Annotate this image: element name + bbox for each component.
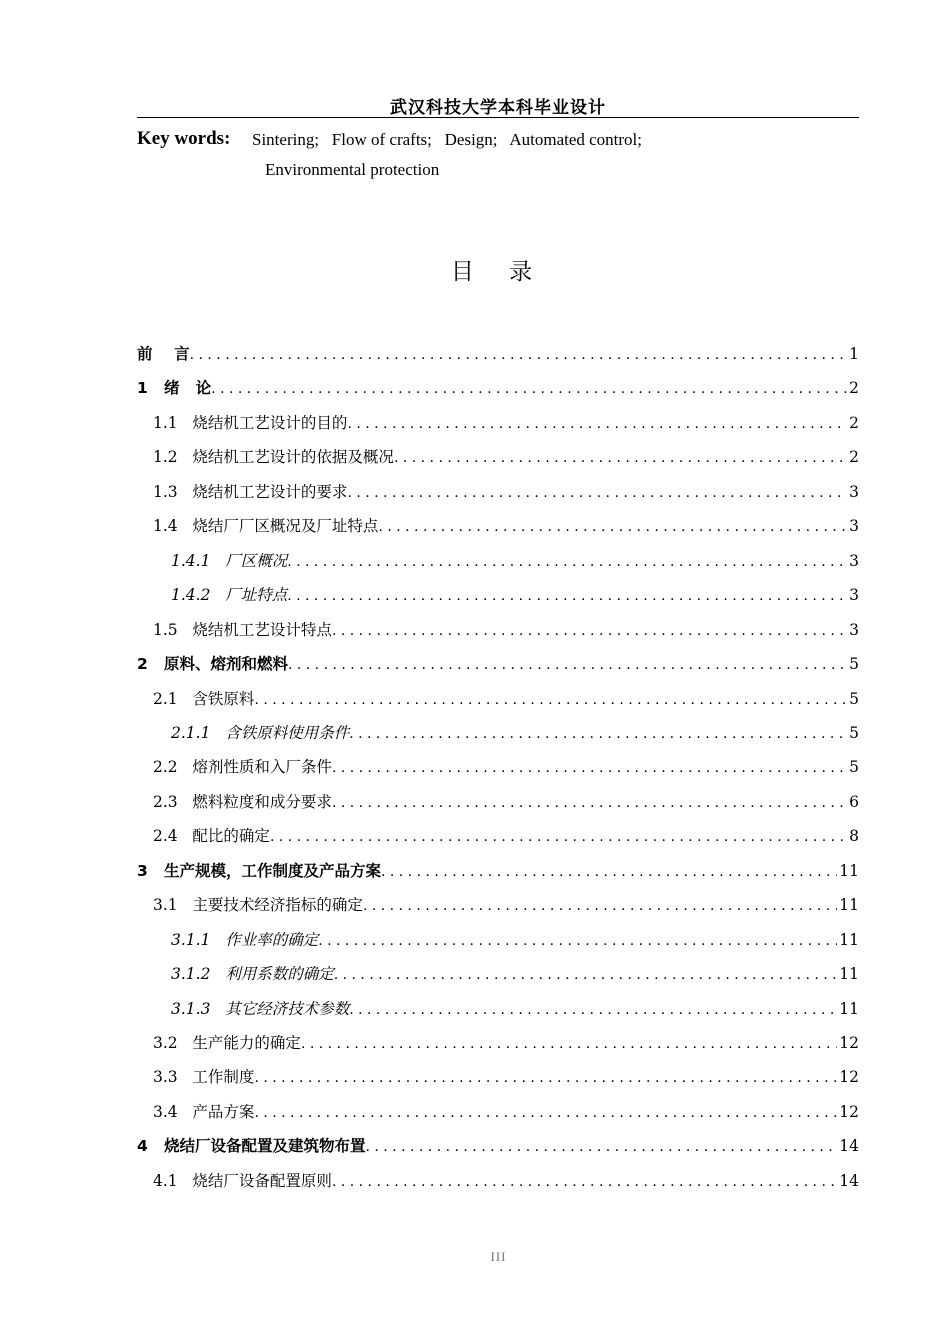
toc-dot-leader <box>347 407 847 441</box>
toc-entry[interactable] <box>153 888 859 922</box>
toc-entry[interactable] <box>153 1095 859 1129</box>
toc-entry-title: 3.1.1 作业率的确定 <box>171 930 319 949</box>
toc-entry[interactable] <box>137 371 859 405</box>
toc-entry[interactable] <box>171 578 859 612</box>
toc-entry-page: 11 <box>839 999 859 1018</box>
toc-entry[interactable] <box>153 406 859 440</box>
toc-entry-title: 1 绪 论 <box>137 379 212 398</box>
toc-dot-leader <box>287 579 847 613</box>
toc-entry-page: 3 <box>849 620 859 639</box>
toc-dot-leader <box>254 683 847 717</box>
toc-entry-page: 11 <box>839 930 859 949</box>
toc-entry-title: 1.4.2 厂址特点 <box>171 586 288 605</box>
toc-entry-page: 12 <box>839 1102 859 1121</box>
toc-dot-leader <box>287 545 847 579</box>
toc-entry[interactable] <box>171 957 859 991</box>
toc-entry[interactable] <box>153 785 859 819</box>
toc-entry[interactable] <box>137 1129 859 1163</box>
toc-dot-leader <box>394 441 847 475</box>
toc-dot-leader <box>365 1130 837 1164</box>
toc-entry-page: 11 <box>839 861 859 880</box>
toc-dot-leader <box>332 751 847 785</box>
running-header: 武汉科技大学本科毕业设计 <box>390 98 606 118</box>
toc-entry[interactable] <box>137 854 859 888</box>
toc-entry-page: 2 <box>849 379 859 398</box>
toc-entry-title: 2 原料、熔剂和燃料 <box>137 655 288 674</box>
toc-entry[interactable] <box>171 992 859 1026</box>
toc-entry-title: 2.4 配比的确定 <box>153 827 270 846</box>
toc-entry-title: 1.3 烧结机工艺设计的要求 <box>153 482 348 501</box>
toc-entry[interactable] <box>171 544 859 578</box>
toc-entry-page: 3 <box>849 551 859 570</box>
toc-entry-title: 3.4 产品方案 <box>153 1102 255 1121</box>
toc-entry-title: 3.1.2 利用系数的确定 <box>171 965 334 984</box>
toc-entry[interactable] <box>153 819 859 853</box>
keywords-line-2: Environmental protection <box>265 160 440 179</box>
toc-entry[interactable] <box>153 1026 859 1060</box>
toc-entry[interactable] <box>137 647 859 681</box>
toc-dot-leader <box>332 786 847 820</box>
toc-dot-leader <box>363 889 837 923</box>
toc-entry[interactable] <box>153 1060 859 1094</box>
toc-entry-page: 5 <box>849 723 859 742</box>
toc-dot-leader <box>378 510 847 544</box>
toc-dot-leader <box>332 614 847 648</box>
toc-entry-title: 前 言 <box>137 345 190 363</box>
header-rule <box>137 117 859 118</box>
toc-dot-leader <box>301 1027 837 1061</box>
toc-entry-title: 2.2 熔剂性质和入厂条件 <box>153 758 332 777</box>
toc-entry-title: 2.1.1 含铁原料使用条件 <box>171 723 350 742</box>
toc-entry-page: 1 <box>849 345 859 363</box>
toc-entry[interactable] <box>171 716 859 750</box>
toc-dot-leader <box>211 372 847 406</box>
toc-entry-page: 2 <box>849 413 859 432</box>
toc-entry-page: 12 <box>839 1034 859 1052</box>
toc-entry-page: 14 <box>839 1171 859 1190</box>
toc-entry[interactable] <box>153 440 859 474</box>
toc-dot-leader <box>349 717 847 751</box>
toc-entry-title: 3.1 主要技术经济指标的确定 <box>153 896 363 915</box>
toc-entry[interactable] <box>153 509 859 543</box>
toc-entry-title: 3.2 生产能力的确定 <box>153 1034 301 1052</box>
toc-entry-title: 1.2 烧结机工艺设计的依据及概况 <box>153 448 394 467</box>
toc-entry-page: 3 <box>849 482 859 501</box>
toc-entry-page: 5 <box>849 689 859 708</box>
toc-title: 目 录 <box>450 259 547 285</box>
toc-entry-title: 3.1.3 其它经济技术参数 <box>171 999 350 1018</box>
toc-entry[interactable] <box>153 475 859 509</box>
toc-entry[interactable] <box>171 923 859 957</box>
toc-entry-title: 1.4 烧结厂厂区概况及厂址特点 <box>153 517 379 536</box>
toc-entry[interactable] <box>153 682 859 716</box>
toc-entry-title: 4 烧结厂设备配置及建筑物布置 <box>137 1137 366 1156</box>
toc-entry[interactable] <box>153 613 859 647</box>
toc-entry-page: 2 <box>849 448 859 467</box>
toc-entry[interactable] <box>153 1164 859 1198</box>
toc-entry-page: 8 <box>849 827 859 846</box>
toc-entry-title: 3 生产规模，工作制度及产品方案 <box>137 861 381 880</box>
page-number: III <box>490 1249 507 1264</box>
toc-entry-title: 3.3 工作制度 <box>153 1068 255 1087</box>
toc-entry-page: 3 <box>849 517 859 536</box>
toc-entry[interactable] <box>153 750 859 784</box>
toc-dot-leader <box>334 958 838 992</box>
toc-dot-leader <box>347 476 847 510</box>
toc-entry-page: 12 <box>839 1068 859 1087</box>
keywords-line-1: Sintering; Flow of crafts; Design; Automated control; <box>252 130 643 149</box>
toc-entry-page: 5 <box>849 655 859 674</box>
toc-dot-leader <box>318 924 837 958</box>
toc-dot-leader <box>349 993 837 1027</box>
toc-entry-title: 4.1 烧结厂设备配置原则 <box>153 1171 332 1190</box>
toc-entry-title: 1.1 烧结机工艺设计的目的 <box>153 413 348 432</box>
toc-entry-title: 2.3 燃料粒度和成分要求 <box>153 792 332 811</box>
toc-dot-leader <box>332 1165 837 1199</box>
toc-dot-leader <box>254 1061 837 1095</box>
toc-entry-page: 11 <box>839 965 859 984</box>
toc-entry-title: 1.5 烧结机工艺设计特点 <box>153 620 332 639</box>
toc-entry-title: 1.4.1 厂区概况 <box>171 551 288 570</box>
toc-dot-leader <box>381 855 837 889</box>
toc-entry-page: 5 <box>849 758 859 777</box>
toc-entry-page: 6 <box>849 792 859 811</box>
keywords-label: Key words: <box>137 128 231 149</box>
toc-dot-leader <box>270 820 847 854</box>
toc-entry-title: 2.1 含铁原料 <box>153 689 255 708</box>
toc-dot-leader <box>288 648 847 682</box>
toc-dot-leader <box>254 1096 837 1130</box>
toc-entry[interactable] <box>137 337 859 371</box>
toc-entry-page: 11 <box>839 896 859 915</box>
toc-dot-leader <box>190 338 848 372</box>
toc-entry-page: 14 <box>839 1137 859 1156</box>
toc-entry-page: 3 <box>849 586 859 605</box>
